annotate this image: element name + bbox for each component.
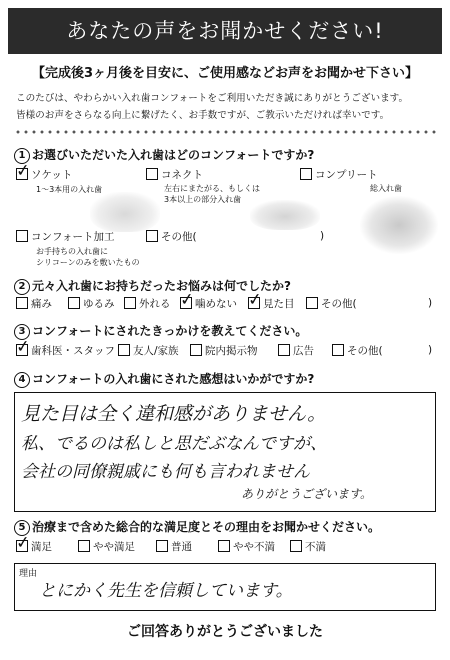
handwritten-reason: とにかく先生を信頼しています。 — [39, 581, 293, 601]
q2-option-loose[interactable] — [68, 297, 115, 311]
q3-option-clinic-poster[interactable] — [190, 344, 258, 358]
option-label: 広告 — [293, 345, 314, 357]
question-text: 元々入れ歯にお持ちだったお悩みは何でしたか? — [32, 279, 291, 293]
option-label: その他( — [347, 345, 383, 357]
checkbox[interactable] — [124, 297, 136, 309]
checkbox[interactable] — [306, 297, 318, 309]
survey-title-banner: あなたの声をお聞かせください! — [8, 8, 442, 54]
checkbox[interactable] — [16, 297, 28, 309]
option-note-line-1: 左右にまたがる、もしくは — [164, 184, 260, 193]
question-number: 2 — [14, 279, 30, 295]
option-label: 不満 — [305, 541, 326, 553]
check-mark-icon: ✓ — [178, 289, 196, 311]
option-label: 院内掲示物 — [205, 345, 258, 357]
denture-photo-connect — [250, 200, 320, 230]
checkbox[interactable] — [332, 344, 344, 356]
intro-text — [16, 90, 440, 124]
q2-option-other[interactable] — [306, 297, 357, 311]
intro-line-1: このたびは、やわらかい入れ歯コンフォートをご利用いただき誠にありがとうございます。 — [16, 93, 409, 104]
checkbox[interactable] — [16, 230, 28, 242]
q5-option-somewhat-dissatisfied[interactable] — [218, 540, 275, 554]
thanks-message: ご回答ありがとうございました — [127, 624, 323, 640]
option-label: ソケット — [31, 169, 73, 181]
option-label: コンフォート加工 — [31, 231, 115, 243]
checkbox[interactable] — [146, 230, 158, 242]
option-note-line-1: お手持ちの入れ歯に — [36, 247, 108, 256]
checkbox[interactable] — [14, 160, 32, 182]
q1-option-other[interactable] — [146, 230, 197, 244]
option-label: ゆるみ — [83, 298, 115, 310]
q5-option-satisfied[interactable] — [14, 532, 52, 554]
question-text: お選びいただいた入れ歯はどのコンフォートですか? — [32, 148, 315, 162]
q3-option-ad[interactable] — [278, 344, 314, 358]
check-mark-icon: ✓ — [14, 160, 32, 182]
option-note-line-2: シリコーンのみを敷いたもの — [36, 258, 140, 267]
close-paren: ) — [428, 297, 433, 309]
option-label: コネクト — [161, 169, 203, 181]
question-3 — [14, 322, 307, 340]
option-label: 噛めない — [195, 298, 237, 310]
close-paren: ) — [428, 344, 433, 356]
q2-option-appearance[interactable] — [246, 289, 295, 311]
option-label: 外れる — [139, 298, 171, 310]
q5-option-somewhat-satisfied[interactable] — [78, 540, 135, 554]
checkbox[interactable] — [278, 344, 290, 356]
option-label: 見た目 — [263, 298, 295, 310]
option-label: コンプリート — [315, 169, 378, 181]
checkbox[interactable] — [156, 540, 168, 552]
checkbox[interactable] — [190, 344, 202, 356]
close-paren: ) — [320, 230, 325, 242]
checkbox[interactable] — [246, 289, 264, 311]
handwritten-line-2: 私、でるのは私しと思だぶなんですが、 — [21, 434, 327, 454]
question-1 — [14, 146, 314, 164]
question-text: 治療まで含めた総合的な満足度とその理由をお聞かせください。 — [32, 520, 381, 534]
denture-photo-socket — [90, 192, 160, 232]
handwritten-line-4: ありがとうございます。 — [241, 487, 373, 501]
q5-option-neutral[interactable] — [156, 540, 192, 554]
checkbox[interactable] — [218, 540, 230, 552]
option-label: やや満足 — [93, 541, 135, 553]
check-mark-icon: ✓ — [14, 336, 32, 358]
question-text: コンフォートにされたきっかけを教えてください。 — [32, 324, 308, 338]
option-label: 普通 — [171, 541, 192, 553]
q1-option-comfort-processing[interactable] — [16, 230, 114, 244]
option-label: 痛み — [31, 298, 52, 310]
option-label: その他( — [161, 231, 197, 243]
question-number: 1 — [14, 148, 30, 164]
q1-option-socket[interactable] — [14, 160, 73, 182]
q3-option-dental-staff[interactable] — [14, 336, 115, 358]
checkbox[interactable] — [14, 336, 32, 358]
check-mark-icon: ✓ — [14, 532, 32, 554]
option-label: その他( — [321, 298, 357, 310]
reason-label: 理由 — [19, 569, 38, 579]
option-note-line-2: 3本以上の部分入れ歯 — [164, 195, 242, 204]
q2-option-falls-out[interactable] — [124, 297, 171, 311]
check-mark-icon: ✓ — [246, 289, 264, 311]
q2-option-cannot-chew[interactable] — [178, 289, 237, 311]
checkbox[interactable] — [178, 289, 196, 311]
checkbox[interactable] — [146, 168, 158, 180]
q3-option-other[interactable] — [332, 344, 383, 358]
option-label: 友人/家族 — [133, 345, 179, 357]
impression-answer-box[interactable] — [14, 392, 436, 512]
q3-option-friend-family[interactable] — [118, 344, 179, 358]
checkbox[interactable] — [14, 532, 32, 554]
checkbox[interactable] — [300, 168, 312, 180]
option-label: やや不満 — [233, 541, 275, 553]
survey-subtitle: 【完成後3ヶ月後を目安に、ご使用感などお声をお聞かせ下さい】 — [31, 66, 419, 81]
question-5 — [14, 518, 380, 536]
reason-answer-box[interactable] — [14, 563, 436, 611]
option-note: 総入れ歯 — [370, 184, 402, 193]
handwritten-line-1: 見た目は全く違和感がありません。 — [21, 403, 327, 425]
checkbox[interactable] — [290, 540, 302, 552]
question-number: 4 — [14, 372, 30, 388]
checkbox[interactable] — [118, 344, 130, 356]
option-note: 1〜3本用の入れ歯 — [36, 185, 103, 194]
q1-option-connect[interactable] — [146, 168, 203, 182]
q2-option-pain[interactable] — [16, 297, 52, 311]
question-number: 5 — [14, 520, 30, 536]
option-label: 歯科医・スタッフ — [31, 345, 115, 357]
question-text: コンフォートの入れ歯にされた感想はいかがですか? — [32, 372, 315, 386]
denture-photo-complete — [360, 196, 438, 254]
q1-option-complete[interactable] — [300, 168, 378, 182]
handwritten-line-3: 会社の同僚親戚にも何も言われません — [21, 462, 310, 482]
option-label: 満足 — [31, 541, 52, 553]
question-4 — [14, 370, 314, 388]
dotted-divider — [14, 130, 438, 134]
checkbox[interactable] — [78, 540, 90, 552]
intro-line-2: 皆様のお声をさらなる向上に繋げたく、お手数ですが、ご教示いただければ幸いです。 — [16, 110, 390, 121]
checkbox[interactable] — [68, 297, 80, 309]
q5-option-dissatisfied[interactable] — [290, 540, 326, 554]
question-number: 3 — [14, 324, 30, 340]
